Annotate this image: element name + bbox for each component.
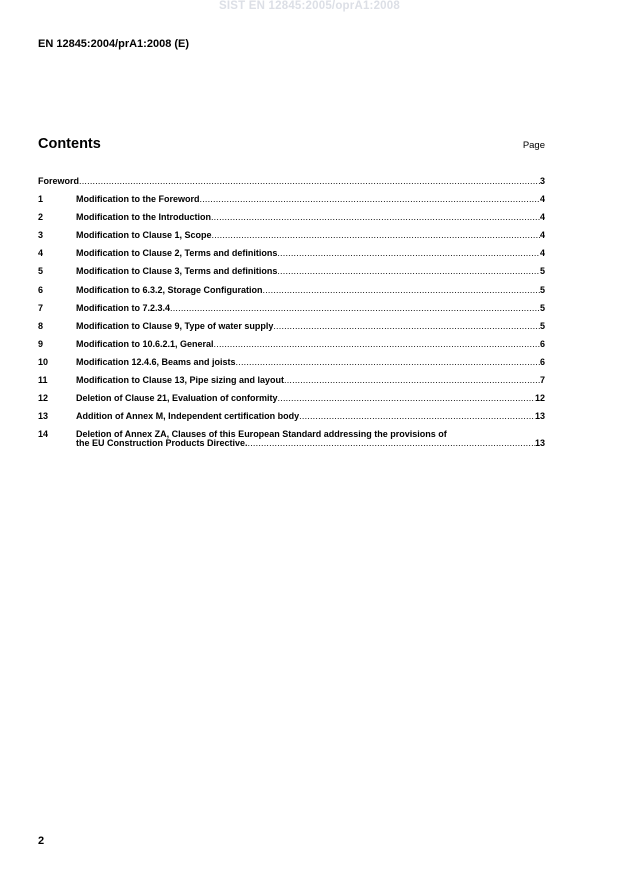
toc-entry-page: 5: [539, 302, 545, 313]
toc-entry-title: Addition of Annex M, Independent certification body: [76, 411, 300, 422]
toc-entry-number: 13: [38, 411, 49, 422]
toc-entry[interactable]: [38, 229, 545, 247]
toc-entry-page: 4: [539, 212, 545, 223]
toc-leader-dots: [263, 284, 540, 296]
toc-entry-page: 4: [539, 230, 545, 241]
toc-leader-dots: [248, 437, 535, 449]
toc-entry-title: Modification to Clause 2, Terms and definitions: [76, 248, 278, 259]
toc-entry-title: Modification to the Foreword: [76, 194, 200, 205]
toc-entry-number: 9: [38, 338, 44, 349]
page-number: 2: [38, 835, 45, 847]
toc-entry[interactable]: [38, 193, 545, 211]
toc-leader-dots: [278, 392, 535, 404]
toc-entry-page: 6: [539, 356, 545, 367]
toc-entry-number: 6: [38, 284, 44, 295]
toc-entry[interactable]: [38, 320, 545, 338]
toc-leader-dots: [170, 302, 540, 314]
toc-leader-dots: [284, 374, 540, 386]
toc-entry-number: 10: [38, 356, 49, 367]
toc-entry-page: 5: [539, 284, 545, 295]
toc-entry-page: 4: [539, 194, 545, 205]
toc-entry[interactable]: [38, 356, 545, 374]
toc-entry[interactable]: [38, 338, 545, 356]
toc-entry-title: Deletion of Clause 21, Evaluation of conformity: [76, 393, 278, 404]
toc-entry[interactable]: [38, 247, 545, 265]
toc-leader-dots: [277, 265, 540, 277]
toc-entry[interactable]: [38, 392, 545, 410]
toc-leader-dots: [200, 193, 540, 205]
toc-leader-dots: [79, 175, 540, 187]
toc-entry-page: 13: [534, 438, 545, 449]
watermark-text: SIST EN 12845:2005/oprA1:2008: [219, 0, 400, 12]
toc-entry-number: 8: [38, 320, 44, 331]
toc-entry-page: 5: [539, 266, 545, 277]
toc-entry[interactable]: [38, 302, 545, 320]
page-column-label: Page: [522, 140, 545, 151]
document-identifier: EN 12845:2004/prA1:2008 (E): [38, 38, 190, 50]
toc-entry[interactable]: [38, 265, 545, 283]
table-of-contents: [38, 175, 545, 454]
toc-leader-dots: [273, 320, 540, 332]
toc-entry[interactable]: [38, 211, 545, 229]
toc-entry-page: 5: [539, 320, 545, 331]
toc-entry-number: 14: [38, 429, 49, 440]
toc-entry-number: 11: [38, 375, 48, 386]
toc-leader-dots: [277, 247, 540, 259]
toc-entry[interactable]: [38, 428, 545, 454]
toc-entry-title: Modification 12.4.6, Beams and joists: [76, 356, 236, 367]
toc-entry-number: 12: [38, 393, 49, 404]
toc-entry-page: 4: [539, 248, 545, 259]
toc-entry-number: 1: [38, 194, 44, 205]
toc-leader-dots: [299, 410, 535, 422]
toc-entry-title: Modification to Clause 3, Terms and definitions: [76, 266, 278, 277]
toc-entry-page: 7: [539, 375, 545, 386]
toc-entry-title-line2: the EU Construction Products Directive.: [76, 438, 248, 449]
toc-entry-title: Modification to 10.6.2.1, General: [76, 338, 214, 349]
toc-entry-title-line1: Deletion of Annex ZA, Clauses of this European Standard addressing the provisions of: [76, 429, 447, 440]
toc-entry-title: Modification to the Introduction: [76, 212, 211, 223]
toc-entry[interactable]: [38, 374, 545, 392]
toc-entry-page: 12: [534, 393, 545, 404]
contents-heading: Contents: [38, 136, 101, 152]
toc-entry[interactable]: [38, 410, 545, 428]
toc-leader-dots: [214, 338, 540, 350]
toc-entry-page: 3: [539, 176, 545, 186]
toc-entry[interactable]: [38, 284, 545, 302]
toc-entry-title: Modification to Clause 1, Scope: [76, 230, 212, 241]
toc-entry-number: 3: [38, 230, 44, 241]
toc-entry-page: 6: [539, 338, 545, 349]
toc-entry-title: Modification to Clause 9, Type of water supply: [76, 320, 274, 331]
toc-entry-number: 7: [38, 302, 44, 313]
toc-entry-number: 4: [38, 248, 44, 259]
toc-entry-number: 5: [38, 266, 44, 277]
toc-entry-title: Modification to Clause 13, Pipe sizing and layout: [76, 375, 285, 386]
toc-entry-title: Modification to 7.2.3.4: [76, 302, 171, 313]
toc-entry-title: Foreword: [38, 176, 80, 186]
toc-entry-page: 13: [534, 411, 545, 422]
toc-entry-foreword[interactable]: [38, 175, 545, 193]
toc-entry-title: Modification to 6.3.2, Storage Configuration: [76, 284, 263, 295]
toc-leader-dots: [236, 356, 540, 368]
toc-leader-dots: [211, 211, 540, 223]
toc-entry-number: 2: [38, 212, 44, 223]
toc-leader-dots: [212, 229, 540, 241]
